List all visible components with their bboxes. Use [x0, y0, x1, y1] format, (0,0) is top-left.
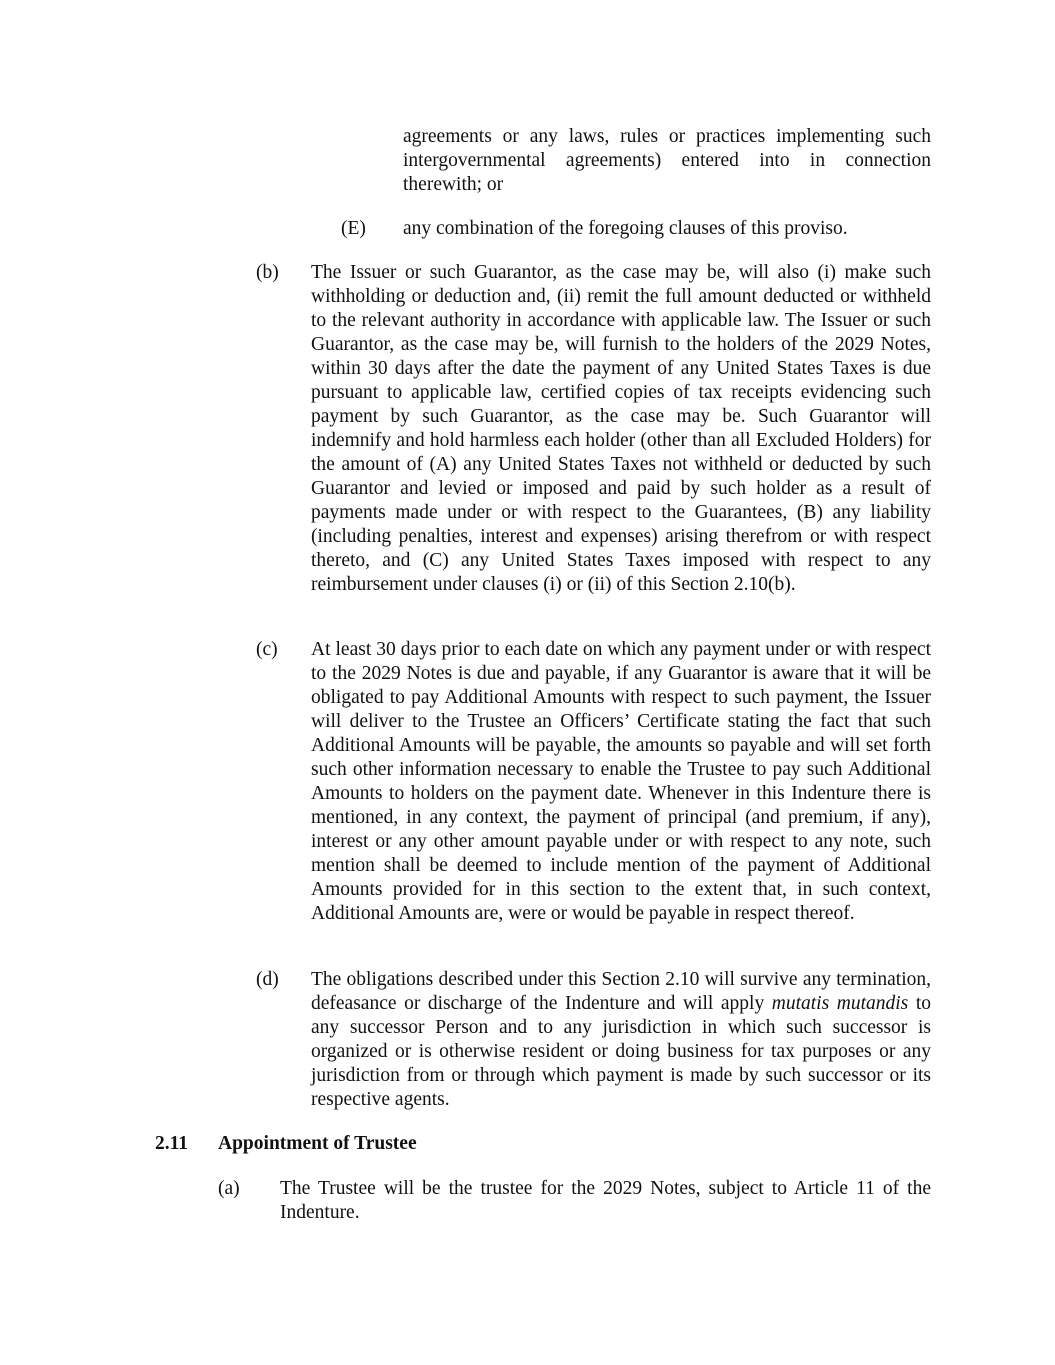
para-d-text [311, 968, 931, 1112]
para-211a-text: The Trustee will be the trustee for the 2029 Notes, subject to Article 11 of the Indenture. [280, 1178, 931, 1223]
section-title: Appointment of Trustee [218, 1133, 417, 1154]
para-d-italic-term: mutatis mutandis [771, 993, 909, 1014]
section-number: 2.11 [155, 1133, 189, 1154]
continuation-text: agreements or any laws, rules or practices implementing such intergovernmental agreements) entered into in connection therewith; or [403, 126, 931, 195]
para-c-label: (c) [256, 639, 278, 660]
para-d-text-part1: The obligations described under this Section 2.10 will survive any termination, defeasance or discharge of the Indenture and will apply [311, 969, 931, 1014]
para-d-label: (d) [256, 969, 279, 990]
para-211a-label: (a) [218, 1178, 240, 1199]
para-b-label: (b) [256, 262, 279, 283]
para-b-text: The Issuer or such Guarantor, as the case may be, will also (i) make such withholding or deduction and, (ii) remit the full amount deducted or withheld to the relevant authority in accordance with applicable law. The Issuer or such Guarantor, as the case may be, will furnish to the holders of the 2029 Notes, within 30 days after the date the payment of any United States Taxes is due pursuant to applicable law, certified copies of tax receipts evidencing such payment by such Guarantor, as the case may be. Such Guarantor will indemnify and hold harmless each holder (other than all Excluded Holders) for the amount of (A) any United States Taxes not withheld or deducted by such Guarantor and levied or imposed and paid by such holder as a result of payments made under or with respect to the Guarantees, (B) any liability (including penalties, interest and expenses) arising therefrom or with respect thereto, and (C) any United States Taxes imposed with respect to any reimbursement under clauses (i) or (ii) of this Section 2.10(b). [311, 262, 931, 595]
para-c-text: At least 30 days prior to each date on which any payment under or with respect to the 2029 Notes is due and payable, if any Guarantor is aware that it will be obligated to pay Additional Amounts with respect to such payment, the Issuer will deliver to the Trustee an Officers’ Certificate stating the fact that such Additional Amounts will be payable, the amounts so payable and will set forth such other information necessary to enable the Trustee to pay such Additional Amounts to holders on the payment date. Whenever in this Indenture there is mentioned, in any context, the payment of principal (and premium, if any), interest or any other amount payable under or with respect to any note, such mention shall be deemed to include mention of the payment of Additional Amounts provided for in this section to the extent that, in such context, Additional Amounts are, were or would be payable in respect thereof. [311, 639, 931, 924]
para-d-text-part2: to any successor Person and to any jurisdiction in which such successor is organized or is otherwise resident or doing business for tax purposes or any jurisdiction from or through which payment is made by such successor or its respective agents. [311, 993, 931, 1110]
clause-e-text: any combination of the foregoing clauses of this proviso. [403, 218, 848, 239]
clause-e-label: (E) [341, 218, 366, 239]
